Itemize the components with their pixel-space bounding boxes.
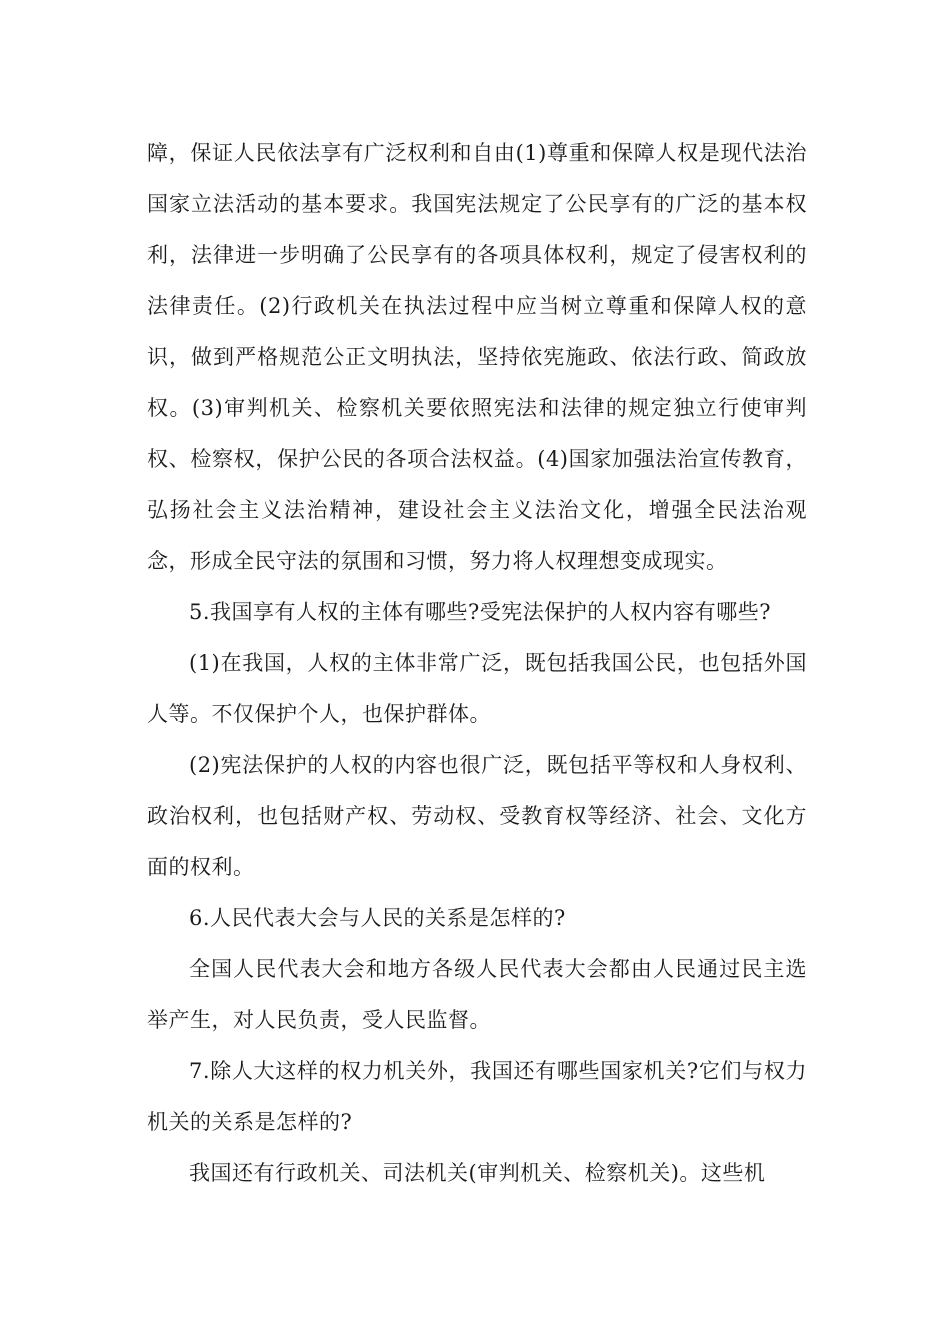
answer-5-part-1: (1)在我国，人权的主体非常广泛，既包括我国公民，也包括外国人等。不仅保护个人，也保护群体。: [147, 651, 807, 726]
question-6: 6.人民代表大会与人民的关系是怎样的?: [189, 906, 566, 930]
question-5: 5.我国享有人权的主体有哪些?受宪法保护的人权内容有哪些?: [189, 600, 772, 624]
answer-7: 我国还有行政机关、司法机关(审判机关、检察机关)。这些机: [189, 1161, 766, 1185]
answer-5-part-2: (2)宪法保护的人权的内容也很广泛，既包括平等权和人身权利、政治权利，也包括财产权、劳动权、受教育权等经济、社会、文化方面的权利。: [147, 753, 807, 879]
document-page: [147, 128, 807, 1199]
answer-6: 全国人民代表大会和地方各级人民代表大会都由人民通过民主选举产生，对人民负责，受人民监督。: [147, 957, 807, 1032]
paragraph-continuation: 障，保证人民依法享有广泛权利和自由(1)尊重和保障人权是现代法治国家立法活动的基本要求。我国宪法规定了公民享有的广泛的基本权利，法律进一步明确了公民享有的各项具体权利，规定了侵害权利的法律责任。(2)行政机关在执法过程中应当树立尊重和保障人权的意识，做到严格规范公正文明执法，坚持依宪施政、依法行政、简政放权。(3)审判机关、检察机关要依照宪法和法律的规定独立行使审判权、检察权，保护公民的各项合法权益。(4)国家加强法治宣传教育，弘扬社会主义法治精神，建设社会主义法治文化，增强全民法治观念，形成全民守法的氛围和习惯，努力将人权理想变成现实。: [147, 141, 807, 573]
question-7: 7.除人大这样的权力机关外，我国还有哪些国家机关?它们与权力机关的关系是怎样的?: [147, 1059, 807, 1134]
